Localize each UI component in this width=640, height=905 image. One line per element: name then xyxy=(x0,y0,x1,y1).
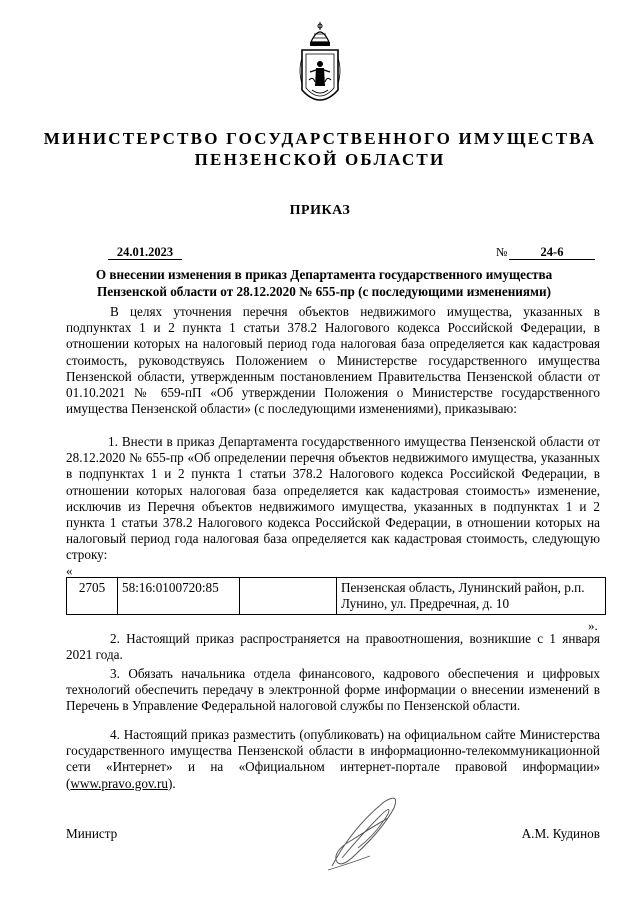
document-type: ПРИКАЗ xyxy=(289,203,351,218)
item3-block xyxy=(66,666,600,715)
item1-paragraph: 1. Внести в приказ Департамента государственного имущества Пензенской области от 28.12.2020 № 655-пр «Об определении перечня объектов недвижимого имущества, указанных в подпунктах 1 и 2 пункта 1 статьи 378.2 Налогового кодекса Российской Федерации, в отношении которых налоговая база определяется как кадастровая стоимость» изменение, исключив из Перечня объектов недвижимого имущества, указанных в подпунктах 1 и 2 пункта 1 статьи 378.2 Налогового кодекса Российской Федерации, в отношении которых на налоговый период года налоговая база определяется как кадастровая стоимость, следующую строку: xyxy=(66,434,600,563)
item2-block xyxy=(66,631,600,663)
coat-of-arms-icon xyxy=(297,20,343,112)
excluded-objects-table xyxy=(66,577,606,615)
intro-paragraph-block xyxy=(66,304,600,417)
row-number-cell: 2705 xyxy=(67,578,118,615)
signatory-name: А.М. Кудинов xyxy=(521,826,600,841)
quote-close-mark: ». xyxy=(588,618,598,633)
order-number: 24-6 xyxy=(509,245,595,260)
handwritten-signature xyxy=(322,788,406,874)
cadastral-number-cell: 58:16:0100720:85 xyxy=(118,578,240,615)
address-cell: Пензенская область, Лунинский район, р.п. Лунино, ул. Предречная, д. 10 xyxy=(337,578,606,615)
intro-paragraph: В целях уточнения перечня объектов недвижимого имущества, указанных в подпунктах 1 и 2 пункта 1 статьи 378.2 Налогового кодекса Российской Федерации, в отношении которых на налоговый период года налоговая база определяется как кадастровая стоимость, руководствуясь Положением о Министерстве государственного имущества Пензенской области, утвержденным постановлением Правительства Пензенской области от 01.10.2021 № 659-пП «Об утверждении Положения о Министерстве государственного имущества Пензенской области» (с последующими изменениями), приказываю: xyxy=(66,304,600,417)
pravo-gov-link[interactable]: www.pravo.gov.ru xyxy=(70,775,168,791)
empty-cell xyxy=(240,578,337,615)
item2-paragraph: 2. Настоящий приказ распространяется на правоотношения, возникшие с 1 января 2021 года. xyxy=(66,631,600,663)
order-number-label: № xyxy=(496,245,508,259)
item4-text-after: ). xyxy=(167,775,176,791)
ministry-name-line2: ПЕНЗЕНСКОЙ ОБЛАСТИ xyxy=(194,150,446,169)
item4-paragraph xyxy=(66,727,600,792)
item4-block xyxy=(66,727,600,792)
item4-text-before: 4. Настоящий приказ разместить (опубликовать) на официальном сайте Министерства государственного имущества Пензенской области в информационно-телекоммуникационной сети «Интернет» и на «Официальном интернет-портале правовой информации» ( xyxy=(66,727,600,791)
item3-paragraph: 3. Обязать начальника отдела финансового, кадрового обеспечения и цифровых технологий обеспечить передачу в электронной форме информации о внесении изменений в Перечень в Управление Федеральной налоговой службы по Пензенской области. xyxy=(66,666,600,714)
ministry-name xyxy=(0,128,640,170)
quote-open-mark: « xyxy=(66,563,73,578)
order-subject: О внесении изменения в приказ Департамента государственного имущества Пензенской области от 28.12.2020 № 655-пр (с последующими изменениями) xyxy=(95,267,553,299)
signatory-position: Министр xyxy=(66,826,118,841)
ministry-name-line1: МИНИСТЕРСТВО ГОСУДАРСТВЕННОГО ИМУЩЕСТВА xyxy=(43,129,597,148)
order-date: 24.01.2023 xyxy=(108,245,182,260)
table-row xyxy=(67,578,606,615)
item1-block xyxy=(66,434,600,564)
